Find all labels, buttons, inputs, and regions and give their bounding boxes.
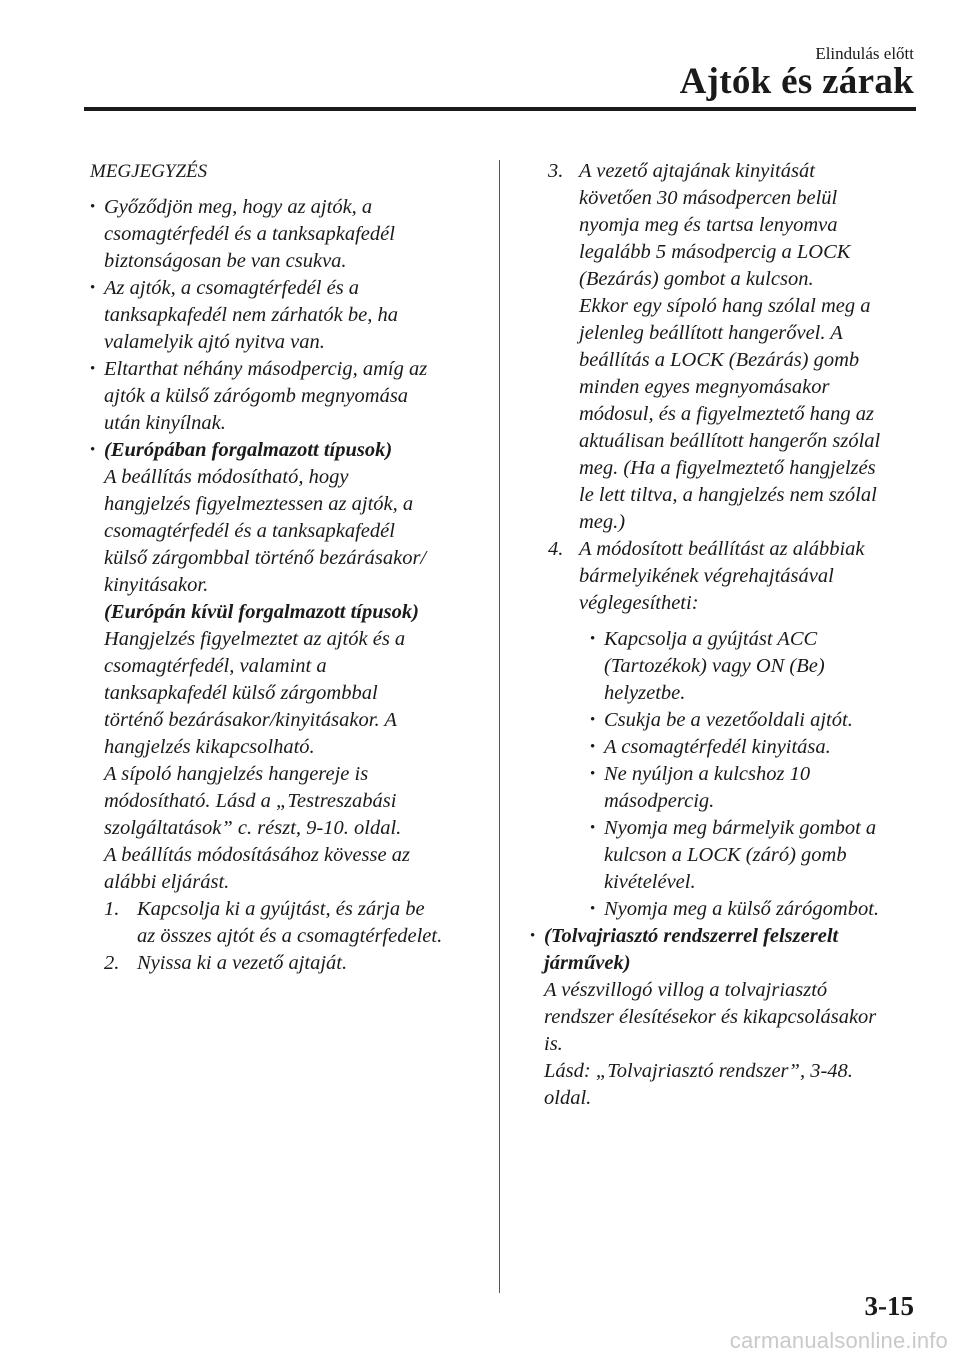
bullet-icon: • xyxy=(590,820,596,836)
finalize-option xyxy=(590,707,930,734)
step-line: követően 30 másodpercen belül xyxy=(579,187,838,209)
left-column xyxy=(90,158,490,977)
alarm-text-line: A vészvillogó villog a tolvajriasztó xyxy=(544,979,828,1001)
procedure-step xyxy=(530,158,930,536)
option-line: (Tartozékok) vagy ON (Be) xyxy=(604,655,825,677)
procedure-step xyxy=(104,896,490,950)
option-line: kulcson a LOCK (záró) gomb xyxy=(604,844,847,866)
bullet-line: Győződjön meg, hogy az ajtók, a xyxy=(104,196,373,218)
bullet-icon: • xyxy=(90,442,96,458)
section-label: Elindulás előtt xyxy=(815,44,914,63)
bullet-icon: • xyxy=(590,631,596,647)
option-line: A csomagtérfedél kinyitása. xyxy=(604,736,831,758)
step-line: beállítás a LOCK (Bezárás) gomb xyxy=(579,349,860,371)
alarm-text-line: oldal. xyxy=(544,1087,592,1109)
procedure-steps xyxy=(90,896,490,977)
bullet-icon: • xyxy=(530,928,536,944)
finalize-option xyxy=(590,815,930,896)
step-number: 4. xyxy=(548,538,564,560)
note-bullet xyxy=(90,356,490,437)
finalize-option xyxy=(590,761,930,815)
alarm-heading-line: járművek) xyxy=(544,952,631,974)
step-line: A vezető ajtajának kinyitását xyxy=(579,160,815,182)
option-line: kivételével. xyxy=(604,871,696,893)
euro-text-line: hangjelzés figyelmeztessen az ajtók, a xyxy=(104,493,414,515)
noneuro-text-line: Hangjelzés figyelmeztet az ajtók és a xyxy=(104,628,406,650)
note-bullet xyxy=(90,275,490,356)
finalize-option xyxy=(590,896,930,923)
volume-text-line: módosítható. Lásd a „Testreszabási xyxy=(104,790,397,812)
option-line: Ne nyúljon a kulcshoz 10 xyxy=(604,763,811,785)
step-line: nyomja meg és tartsa lenyomva xyxy=(579,214,838,236)
alarm-text-line: Lásd: „Tolvajriasztó rendszer”, 3-48. xyxy=(544,1060,853,1082)
note-bullet-alarm xyxy=(530,923,930,1112)
step-number: 3. xyxy=(548,160,564,182)
bullet-line: biztonságosan be van csukva. xyxy=(104,250,347,272)
header-rule xyxy=(84,107,916,111)
right-column xyxy=(530,158,930,1112)
bullet-icon: • xyxy=(590,739,596,755)
step-line: bármelyikének végrehajtásával xyxy=(579,565,834,587)
bullet-line: után kinyílnak. xyxy=(104,412,226,434)
step-line: jelenleg beállított hangerővel. A xyxy=(579,322,843,344)
volume-text-line: A sípoló hangjelzés hangereje is xyxy=(104,763,369,785)
bullet-line: Az ajtók, a csomagtérfedél és a xyxy=(104,277,360,299)
step-line: véglegesítheti: xyxy=(579,592,699,614)
procedure-intro-line: A beállítás módosításához kövesse az xyxy=(104,844,410,866)
bullet-icon: • xyxy=(90,280,96,296)
step-line: Ekkor egy sípoló hang szólal meg a xyxy=(579,295,871,317)
step-line: A módosított beállítást az alábbiak xyxy=(579,538,865,560)
procedure-step xyxy=(530,536,930,617)
step-line: Nyissa ki a vezető ajtaját. xyxy=(137,952,348,974)
step-line: módosul, és a figyelmeztető hang az xyxy=(579,403,874,425)
bullet-line: tanksapkafedél nem zárhatók be, ha xyxy=(104,304,398,326)
procedure-intro-line: alábbi eljárást. xyxy=(104,871,230,893)
option-line: Kapcsolja a gyújtást ACC xyxy=(604,628,818,650)
bullet-line: ajtók a külső zárógomb megnyomása xyxy=(104,385,409,407)
step-line: meg.) xyxy=(579,511,626,533)
option-line: helyzetbe. xyxy=(604,682,686,704)
step-line: minden egyes megnyomásakor xyxy=(579,376,830,398)
noneuro-heading: (Európán kívül forgalmazott típusok) xyxy=(104,601,419,623)
step-line: meg. (Ha a figyelmeztető hangjelzés xyxy=(579,457,876,479)
step-number: 2. xyxy=(104,952,120,974)
euro-text-line: kinyitásakor. xyxy=(104,574,209,596)
euro-heading: (Európában forgalmazott típusok) xyxy=(104,439,393,461)
finalize-option xyxy=(590,734,930,761)
step-line: le lett tiltva, a hangjelzés nem szólal xyxy=(579,484,877,506)
alarm-text-line: is. xyxy=(544,1033,563,1055)
noneuro-text-line: csomagtérfedél, valamint a xyxy=(104,655,327,677)
bullet-line: csomagtérfedél és a tanksapkafedél xyxy=(104,223,395,245)
alarm-heading-line: (Tolvajriasztó rendszerrel felszerelt xyxy=(544,925,839,947)
option-line: másodpercig. xyxy=(604,790,715,812)
note-heading: MEGJEGYZÉS xyxy=(90,161,208,182)
page-number: 3-15 xyxy=(864,1291,914,1321)
noneuro-text-line: hangjelzés kikapcsolható. xyxy=(104,736,315,758)
noneuro-text-line: tanksapkafedél külső zárgombbal xyxy=(104,682,378,704)
procedure-step xyxy=(104,950,490,977)
step-line: legalább 5 másodpercig a LOCK xyxy=(579,241,851,263)
step-line: az összes ajtót és a csomagtérfedelet. xyxy=(137,925,443,947)
bullet-line: valamelyik ajtó nyitva van. xyxy=(104,331,325,353)
step-line: Kapcsolja ki a gyújtást, és zárja be xyxy=(137,898,425,920)
step-line: (Bezárás) gombot a kulcson. xyxy=(579,268,814,290)
finalize-options xyxy=(530,626,930,923)
euro-text-line: A beállítás módosítható, hogy xyxy=(104,466,349,488)
column-divider xyxy=(499,160,500,1293)
step-line: aktuálisan beállított hangerőn szólal xyxy=(579,430,881,452)
option-line: Csukja be a vezetőoldali ajtót. xyxy=(604,709,853,731)
bullet-icon: • xyxy=(590,712,596,728)
bullet-icon: • xyxy=(90,361,96,377)
bullet-icon: • xyxy=(590,766,596,782)
bullet-line: Eltarthat néhány másodpercig, amíg az xyxy=(104,358,428,380)
note-bullet xyxy=(90,194,490,275)
volume-text-line: szolgáltatások” c. részt, 9-10. oldal. xyxy=(104,817,402,839)
note-bullet-sound-settings xyxy=(90,437,490,896)
step-number: 1. xyxy=(104,898,120,920)
alarm-text-line: rendszer élesítésekor és kikapcsolásakor xyxy=(544,1006,877,1028)
option-line: Nyomja meg a külső zárógombot. xyxy=(604,898,880,920)
option-line: Nyomja meg bármelyik gombot a xyxy=(604,817,877,839)
bullet-icon: • xyxy=(90,199,96,215)
noneuro-text-line: történő bezárásakor/kinyitásakor. A xyxy=(104,709,397,731)
euro-text-line: külső zárgombbal történő bezárásakor/ xyxy=(104,547,427,569)
bullet-icon: • xyxy=(590,901,596,917)
euro-text-line: csomagtérfedél és a tanksapkafedél xyxy=(104,520,395,542)
page-title: Ajtók és zárak xyxy=(679,61,914,102)
finalize-option xyxy=(590,626,930,707)
watermark: carmanualsonline.info xyxy=(729,1328,948,1353)
